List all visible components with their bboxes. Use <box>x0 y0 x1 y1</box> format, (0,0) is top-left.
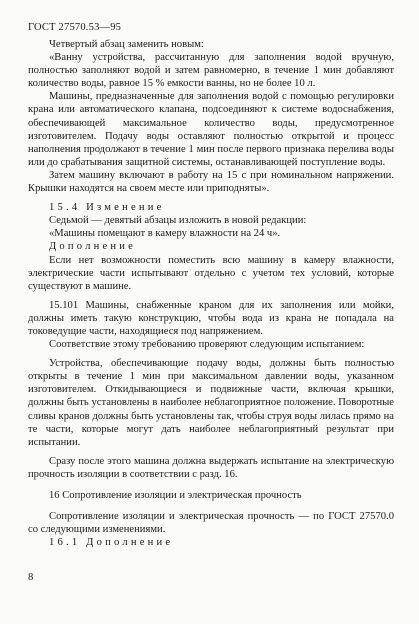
paragraph-bath-filling: «Ванну устройства, рассчитанную для заполнения водой вручную, полностью заполняют водой и затем равномерно, в течение 1 мин добавляют количество воды, равное 15 % емкости ванны, но не более 10 л. <box>28 52 394 90</box>
clause-15-101: 15.101 Машины, снабженные краном для их заполнения или мойки, должны иметь такую конструкцию, чтобы вода из крана не попадала на токоведущие части, находящиеся под напряжением. <box>28 299 394 337</box>
paragraph-instruction: Четвертый абзац заменить новым: <box>49 39 204 50</box>
standard-header: ГОСТ 27570.53—95 <box>28 22 122 33</box>
paragraph-humidity-chamber: «Машины помещают в камеру влажности на 24 ч». <box>49 228 281 240</box>
paragraph-electrical-parts: Если нет возможности поместить всю машину в камеру влажности, электрические части испытывают отдельно с учетом тех условий, которые существуют в машине. <box>28 254 394 292</box>
paragraph-new-edition: Седьмой — девятый абзацы изложить в новой редакции: <box>49 215 307 227</box>
paragraph-electric-strength-test: Сразу после этого машина должна выдержать испытание на электрическую прочность изоляции в соответствии с разд. 16. <box>28 455 394 480</box>
paragraph-compliance-check: Соответствие этому требованию проверяют следующим испытанием: <box>49 339 365 351</box>
document-body <box>28 38 394 549</box>
page-number: 8 <box>28 572 34 583</box>
paragraph-section-16-text: Сопротивление изоляции и электрическая прочность — по ГОСТ 27570.0 со следующими изменениями. <box>28 511 394 536</box>
paragraph-switch-on: Затем машину включают в работу на 15 с при номинальном напряжении. Крышки находятся на своем месте или приподняты». <box>28 169 394 195</box>
addition-label: Дополнение <box>49 241 137 253</box>
clause-15-4-change: 15.4 Изменение <box>49 202 165 214</box>
clause-16-1-addition: 16.1 Дополнение <box>49 537 174 549</box>
paragraph-machine-filling: Машины, предназначенные для заполнения водой с помощью регулировки крана или автоматического клапана, подсоединяют к системе водоснабжения, обеспечивающей максимальное количество воды, предусмотренное изготовителем. Подачу воды оставляют полностью открытой и процесс наполнения продолжают в течение 1 мин после первого признака перелива воды или до срабатывания защитной системы, останавливающей поступление воды. <box>28 91 394 168</box>
section-16-heading: 16 Сопротивление изоляции и электрическая прочность <box>49 490 302 501</box>
paragraph-water-supply-devices: Устройства, обеспечивающие подачу воды, должны быть полностью открыты в течение 1 мин при максимальном давлении воды, указанном изготовителем. Откидывающиеся и подвижные части, включая крышки, должны быть установлены в наиболее неблагоприятное положение. Поворотные сливы кранов должны быть установлены так, чтобы струя воды лилась прямо на те части, которые могут дать наиболее неблагоприятный результат при испытании. <box>28 358 394 448</box>
